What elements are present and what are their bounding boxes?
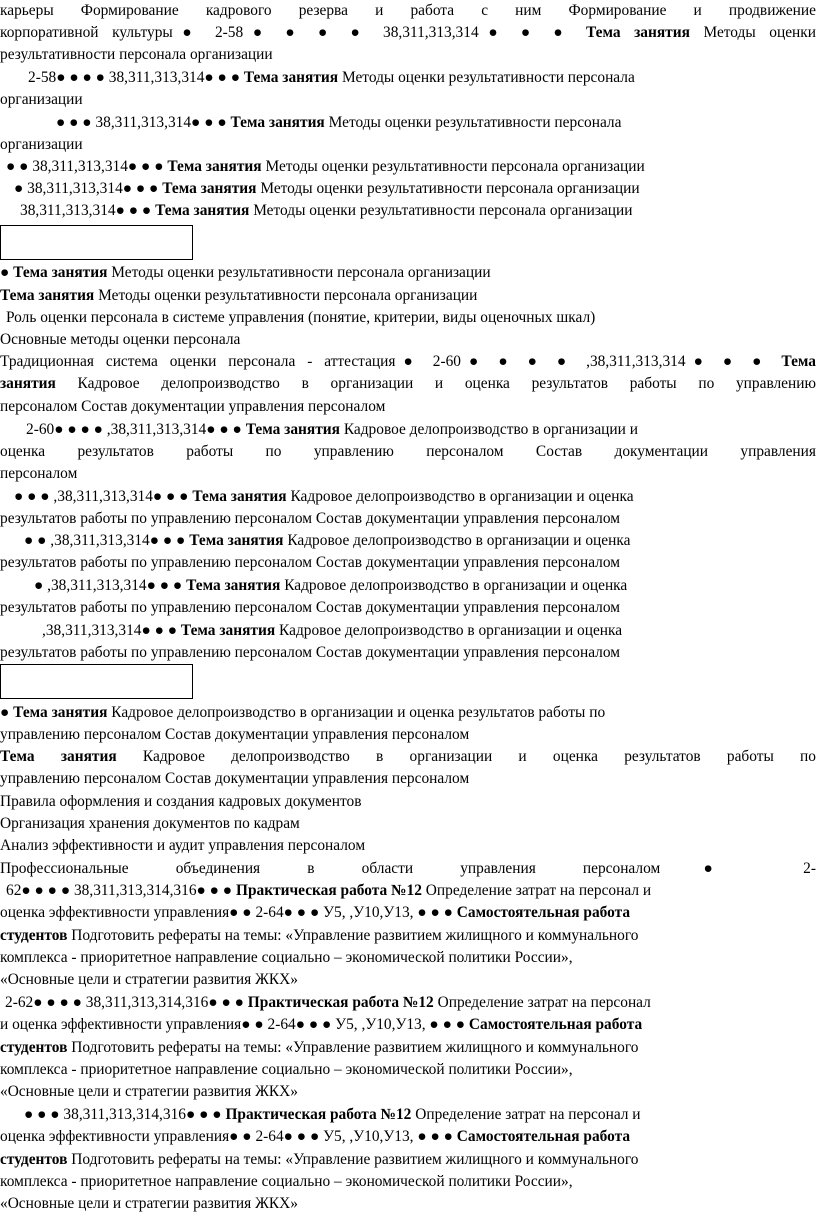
text-line: Тема занятия Кадровое делопроизводство в организации и оценка результатов работы по <box>0 748 816 765</box>
text-line: «Основные цели и стратегии развития ЖКХ» <box>0 971 298 988</box>
practical-work-label: Практическая работа №12 <box>247 994 434 1011</box>
topic-label: Тема занятия <box>0 287 95 304</box>
text-line: ● 38,311,313,314● ● ● Тема занятия Методы оценки результативности персонала организации <box>14 180 640 197</box>
text-line: ● Тема занятия Кадровое делопроизводство в организации и оценка результатов работы по <box>0 704 606 721</box>
text-line: Тема занятия Методы оценки результативности персонала организации <box>0 287 478 304</box>
text-line: ● ,38,311,313,314● ● ● Тема занятия Кадровое делопроизводство в организации и оценка <box>34 577 628 594</box>
text-line: комплекса - приоритетное направление социально – экономической политики России», <box>0 949 573 966</box>
topic-label: Тема занятия <box>186 577 281 594</box>
independent-work-label: Самостоятельная работа <box>456 1128 631 1145</box>
topic-label: Тема занятия <box>243 69 339 86</box>
topic-label: Тема занятия <box>189 532 284 549</box>
text-line: управлению персоналом Состав документации управления персоналом <box>0 726 470 743</box>
text-line: ● ● 38,311,313,314● ● ● Тема занятия Методы оценки результативности персонала организации <box>6 158 645 175</box>
text-line: Традиционная система оценки персонала - аттестация● 2-60● ● ● ● ,38,311,313,314● ● ● Тема <box>0 353 816 370</box>
text-line: занятия Кадровое делопроизводство в организации и оценка результатов работы по управлению <box>0 375 816 392</box>
text-line: 2-60● ● ● ● ,38,311,313,314● ● ● Тема занятия Кадровое делопроизводство в организации и <box>26 421 638 438</box>
independent-work-label: Самостоятельная работа <box>456 904 631 921</box>
topic-label: Тема занятия <box>585 24 690 41</box>
text-line: Роль оценки персонала в системе управления (понятие, критерии, виды оценочных шкал) <box>6 309 596 326</box>
topic-label: Тема занятия <box>162 180 257 197</box>
topic-label: Тема занятия <box>167 158 262 175</box>
text-line: оценка эффективности управления● ● 2-64● ● ● У5, ,У10,У13, ● ● ● Самостоятельная работа <box>0 904 631 921</box>
text-line: ● ● ● 38,311,313,314,316● ● ● Практическая работа №12 Определение затрат на персонал и <box>24 1106 641 1123</box>
empty-frame <box>0 664 193 699</box>
practical-work-label: Практическая работа №12 <box>225 1106 412 1123</box>
text-line: комплекса - приоритетное направление социально – экономической политики России», <box>0 1061 573 1078</box>
text-line: оценка результатов работы по управлению персоналом Состав документации управления <box>0 443 816 460</box>
topic-label: Тема занятия <box>245 421 340 438</box>
text-line: Анализ эффективности и аудит управления персоналом <box>0 837 366 854</box>
text-line: ,38,311,313,314● ● ● Тема занятия Кадровое делопроизводство в организации и оценка <box>42 622 623 639</box>
text-line: «Основные цели и стратегии развития ЖКХ» <box>0 1083 298 1100</box>
text-line: комплекса - приоритетное направление социально – экономической политики России», <box>0 1173 573 1190</box>
text-line: карьеры Формирование кадрового резерва и работа с ним Формирование и продвижение <box>0 2 816 19</box>
text-line: корпоративной культуры● 2-58● ● ● ● 38,311,313,314● ● ● Тема занятия Методы оценки <box>0 24 816 41</box>
text-line: результативности персонала организации <box>0 46 273 63</box>
text-line: ● Тема занятия Методы оценки результативности персонала организации <box>0 264 491 281</box>
text-line: ● ● ● 38,311,313,314● ● ● Тема занятия Методы оценки результативности персонала <box>56 114 622 131</box>
topic-label: Тема занятия <box>13 704 108 721</box>
topic-label: Тема занятия <box>180 622 276 639</box>
text-line: результатов работы по управлению персоналом Состав документации управления персоналом <box>0 599 621 616</box>
text-line: организации <box>0 91 83 108</box>
students-label: студентов <box>0 927 68 944</box>
text-line: организации <box>0 136 83 153</box>
text-line: студентов Подготовить рефераты на темы: «Управление развитием жилищного и коммунального <box>0 927 639 944</box>
empty-frame <box>0 225 193 260</box>
text-line: студентов Подготовить рефераты на темы: «Управление развитием жилищного и коммунального <box>0 1039 639 1056</box>
topic-label: Тема занятия <box>0 748 117 765</box>
text-line: управлению персоналом Состав документации управления персоналом <box>0 770 470 787</box>
topic-label: Тема занятия <box>13 264 108 281</box>
text-line: 2-62● ● ● ● 38,311,313,314,316● ● ● Практическая работа №12 Определение затрат на персонал <box>5 994 651 1011</box>
text-line: 38,311,313,314● ● ● Тема занятия Методы оценки результативности персонала организации <box>20 202 633 219</box>
text-line: результатов работы по управлению персоналом Состав документации управления персоналом <box>0 554 621 571</box>
text-line: Основные методы оценки персонала <box>0 331 241 348</box>
text-line: ● ● ● ,38,311,313,314● ● ● Тема занятия Кадровое делопроизводство в организации и оценка <box>14 488 634 505</box>
text-line: персоналом Состав документации управления персоналом <box>0 398 386 415</box>
students-label: студентов <box>0 1039 68 1056</box>
text-line: результатов работы по управлению персоналом Состав документации управления персоналом <box>0 644 621 661</box>
text-line: студентов Подготовить рефераты на темы: «Управление развитием жилищного и коммунального <box>0 1151 639 1168</box>
practical-work-label: Практическая работа №12 <box>235 882 422 899</box>
independent-work-label: Самостоятельная работа <box>468 1016 643 1033</box>
text-line: «Основные цели и стратегии развития ЖКХ» <box>0 1195 298 1212</box>
topic-label: Тема занятия <box>230 114 325 131</box>
text-line: и оценка эффективности управления● ● 2-64● ● ● У5, ,У10,У13, ● ● ● Самостоятельная работа <box>0 1016 643 1033</box>
text-line: 2-58● ● ● ● 38,311,313,314● ● ● Тема занятия Методы оценки результативности персонала <box>28 69 635 86</box>
text-line: Профессиональные объединения в области управления персоналом● 2- <box>0 860 816 877</box>
text-line: Правила оформления и создания кадровых документов <box>0 793 362 810</box>
text-line: оценка эффективности управления● ● 2-64● ● ● У5, ,У10,У13, ● ● ● Самостоятельная работа <box>0 1128 631 1145</box>
students-label: студентов <box>0 1151 68 1168</box>
text-line: результатов работы по управлению персоналом Состав документации управления персоналом <box>0 510 621 527</box>
text-line: ● ● ,38,311,313,314● ● ● Тема занятия Кадровое делопроизводство в организации и оценка <box>24 532 631 549</box>
topic-label: занятия <box>0 375 56 392</box>
text-line: 62● ● ● ● 38,311,313,314,316● ● ● Практическая работа №12 Определение затрат на персонал и <box>6 882 652 899</box>
text-line: Организация хранения документов по кадрам <box>0 815 300 832</box>
text-line: персоналом <box>0 465 78 482</box>
topic-label: Тема занятия <box>192 488 287 505</box>
topic-label: Тема занятия <box>155 202 250 219</box>
topic-label: Тема <box>781 353 816 370</box>
